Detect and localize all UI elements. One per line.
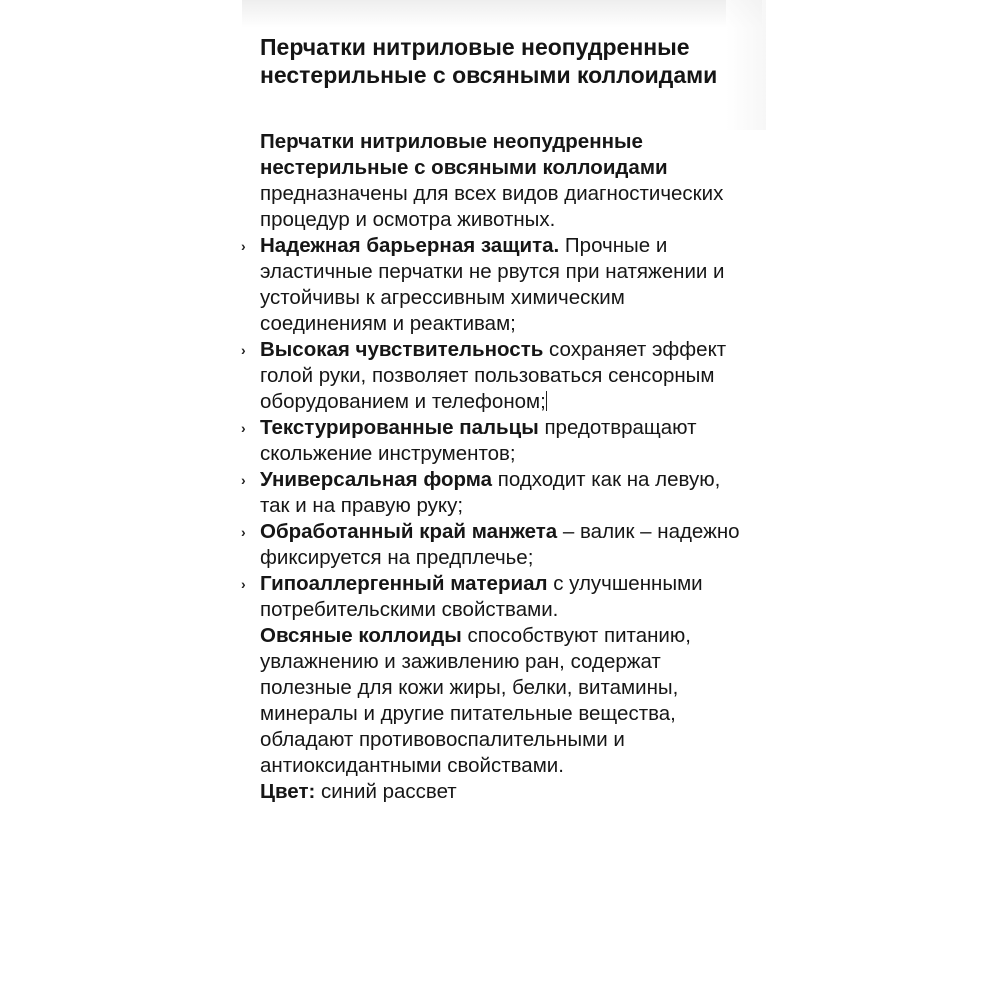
- bullet-icon: ›: [241, 238, 246, 254]
- oat-text: способствуют питанию, увлажнению и заживлению ран, содержат полезные для кожи жиры, белки, витамины, минералы и другие питательные вещества, обладают противовоспалительными и антиоксидантными свойствами.: [260, 624, 691, 777]
- top-shadow: [242, 0, 762, 28]
- feature-bold: Надежная барьерная защита.: [260, 234, 560, 257]
- color-value: синий рассвет: [315, 780, 457, 803]
- feature-bold: Универсальная форма: [260, 468, 493, 491]
- intro-text: предназначены для всех видов диагностических процедур и осмотра животных.: [260, 182, 724, 231]
- bullet-icon: ›: [241, 576, 246, 592]
- bullet-icon: ›: [241, 472, 246, 488]
- list-item: [241, 337, 740, 415]
- feature-bold: Обработанный край манжета: [260, 520, 558, 543]
- content-column: [241, 33, 740, 805]
- list-item: [241, 467, 740, 519]
- list-item: [241, 415, 740, 467]
- color-label: Цвет:: [260, 780, 316, 803]
- oat-colloids-paragraph: [260, 623, 740, 779]
- bullet-icon: ›: [241, 420, 246, 436]
- feature-list: [241, 233, 740, 623]
- feature-text: предотвращают скольжение инструментов;: [260, 416, 697, 465]
- feature-text: с улучшенными потребительскими свойствами.: [260, 572, 703, 621]
- feature-bold: Текстурированные пальцы: [260, 416, 539, 439]
- bullet-icon: ›: [241, 524, 246, 540]
- feature-text: сохраняет эффект голой руки, позволяет пользоваться сенсорным оборудованием и телефоном;: [260, 338, 727, 413]
- list-item: [241, 233, 740, 337]
- intro-paragraph: [260, 129, 740, 233]
- color-line: [260, 779, 740, 805]
- feature-bold: Гипоаллергенный материал: [260, 572, 548, 595]
- feature-text: Прочные и эластичные перчатки не рвутся при натяжении и устойчивы к агрессивным химическим соединениям и реактивам;: [260, 234, 725, 335]
- list-item: [241, 571, 740, 623]
- feature-text: – валик – надежно фиксируется на предплечье;: [260, 520, 740, 569]
- oat-bold: Овсяные коллоиды: [260, 624, 462, 647]
- list-item: [241, 519, 740, 571]
- feature-text: подходит как на левую, так и на правую руку;: [260, 468, 721, 517]
- intro-bold: Перчатки нитриловые неопудренные нестерильные с овсяными коллоидами: [260, 130, 668, 179]
- bullet-icon: ›: [241, 342, 246, 358]
- page-title: Перчатки нитриловые неопудренные нестерильные с овсяными коллоидами: [260, 34, 718, 88]
- text-cursor-icon: [546, 391, 547, 411]
- feature-bold: Высокая чувствительность: [260, 338, 544, 361]
